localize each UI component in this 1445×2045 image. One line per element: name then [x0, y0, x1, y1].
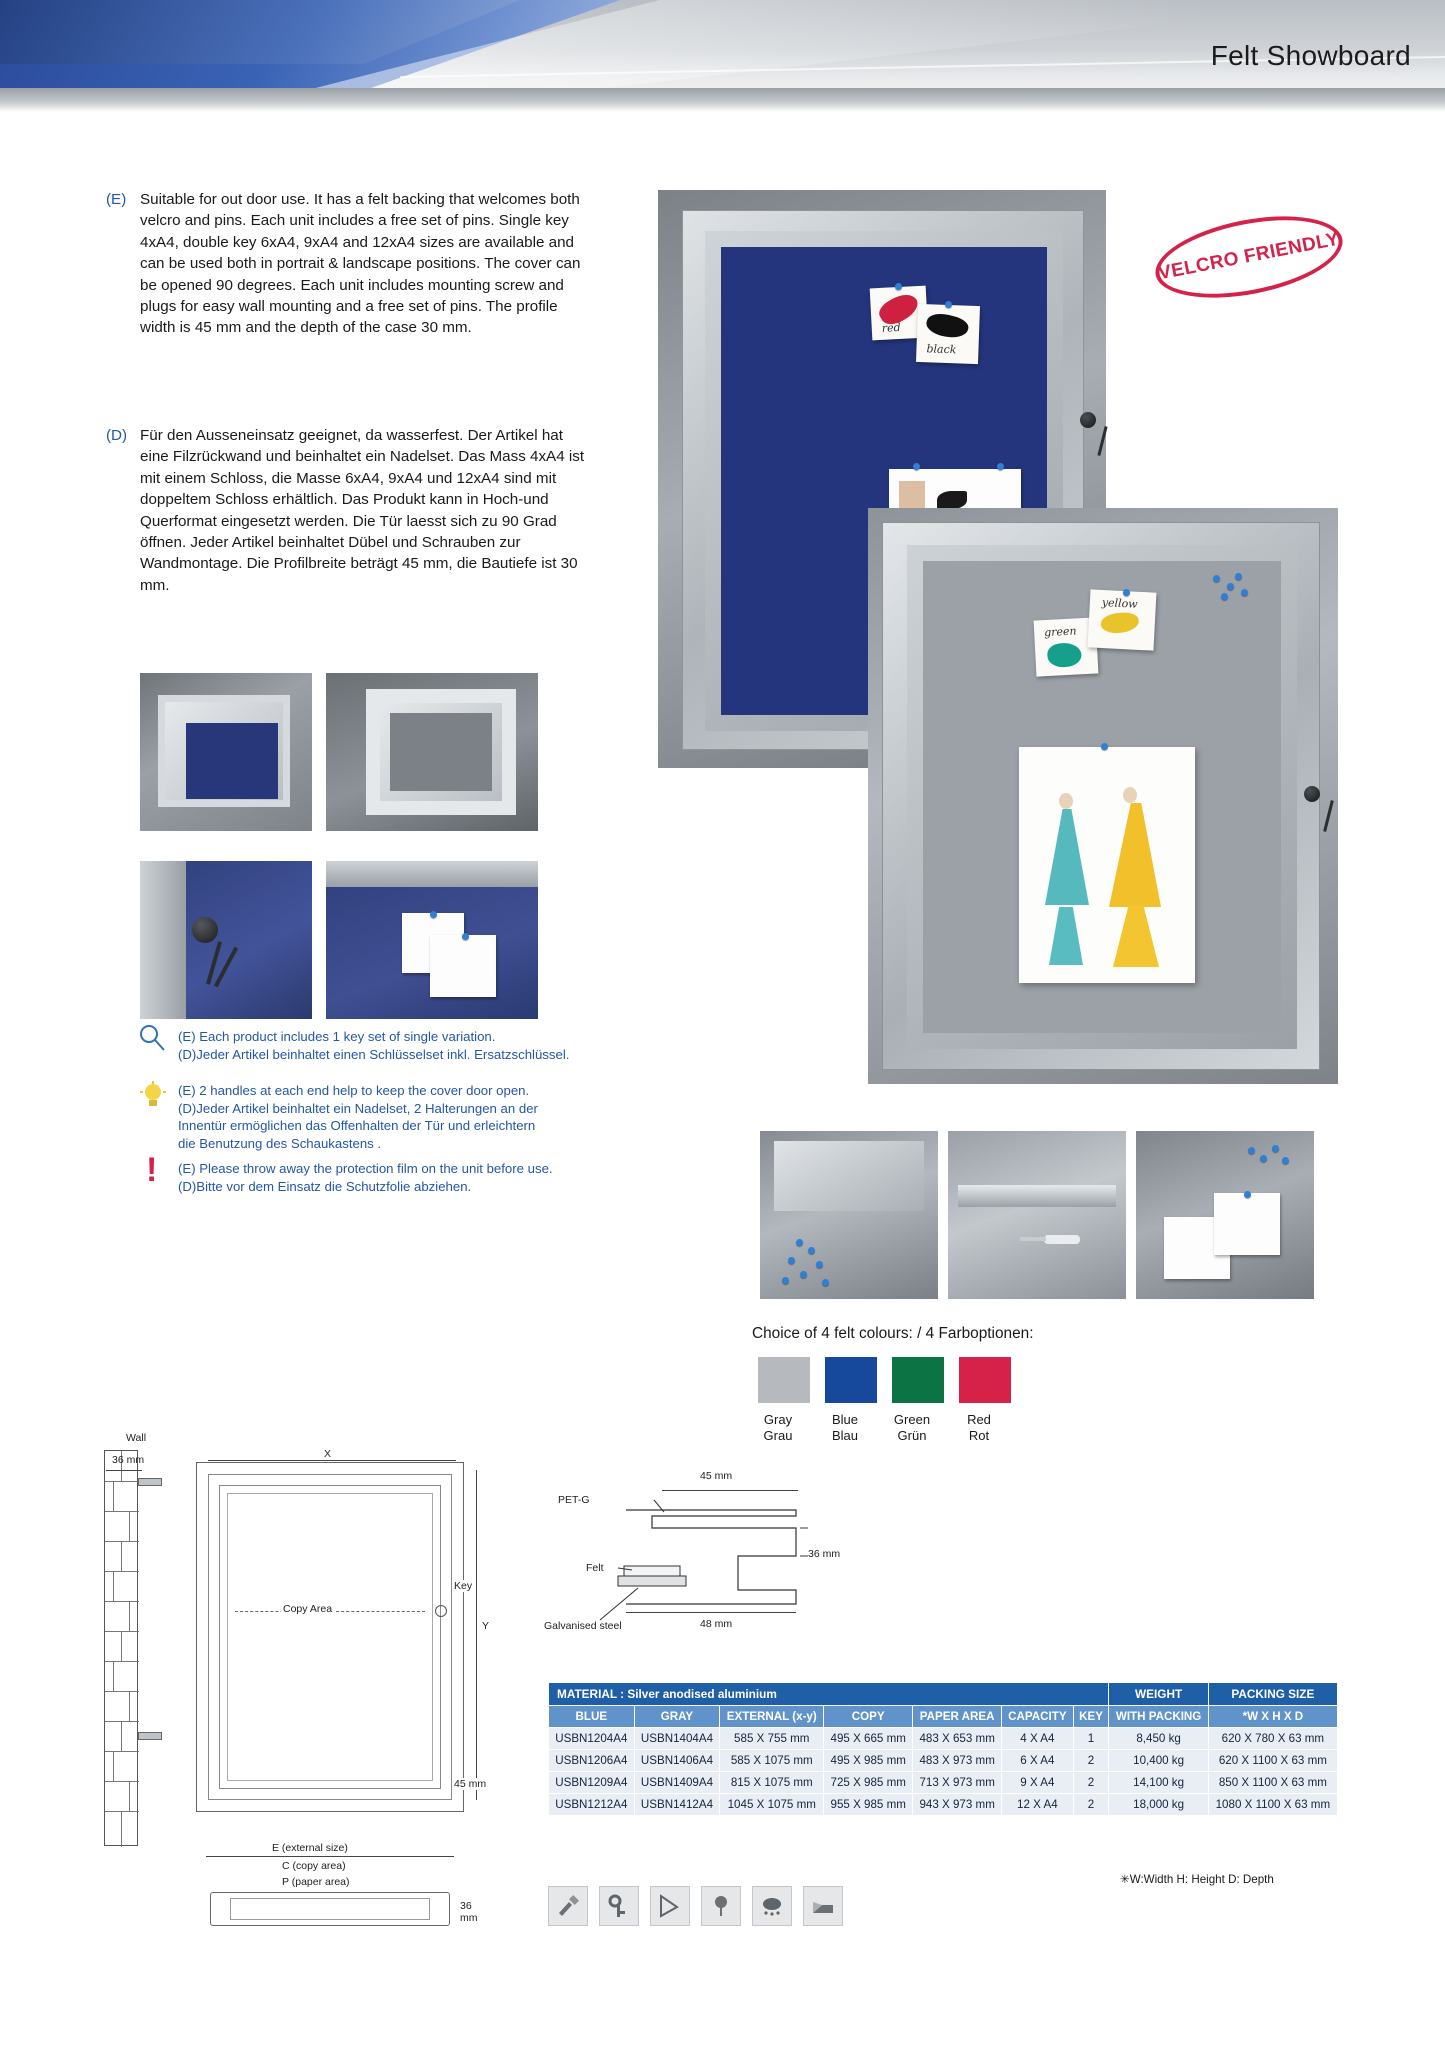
key-shape [1097, 426, 1107, 456]
swatch-green[interactable] [892, 1357, 944, 1403]
y-dimension-label: Y [482, 1620, 490, 1632]
figure-head [1059, 793, 1073, 809]
cell-capacity: 4 X A4 [1002, 1728, 1073, 1750]
blue-felt-area [186, 723, 278, 799]
column-gray: GRAY [634, 1706, 720, 1728]
note-handles [178, 1082, 598, 1152]
cell-copy: 955 X 985 mm [824, 1794, 913, 1816]
pin-icon [1248, 1147, 1255, 1154]
swatch-label-de: Grün [897, 1428, 927, 1443]
screw-icon [548, 1886, 588, 1926]
black-doodle [924, 310, 970, 342]
cell-blue-code: USBN1209A4 [549, 1772, 635, 1794]
bottom-view-drawing [196, 1842, 478, 1936]
table-row [549, 1794, 1338, 1816]
copy-area-label: Copy Area [283, 1603, 333, 1615]
copy-area-label-short: C (copy area) [282, 1860, 346, 1872]
cell-whd: 620 X 780 X 63 mm [1208, 1728, 1337, 1750]
x-dimension-label: X [324, 1448, 332, 1460]
frame-line-4 [227, 1493, 433, 1781]
door-open-angle-icon [650, 1886, 690, 1926]
cell-with-packing: 10,400 kg [1109, 1750, 1208, 1772]
swatch-label-red [953, 1412, 1005, 1444]
pin-icon [822, 1279, 829, 1286]
section-side-dim: 36 mm [808, 1548, 841, 1560]
table-header-row-1 [549, 1683, 1338, 1706]
wall-mount-icon [803, 1886, 843, 1926]
swatch-label-de: Rot [968, 1428, 990, 1443]
column-paper-area: PAPER AREA [913, 1706, 1002, 1728]
lightbulb-icon [140, 1080, 166, 1110]
weight-header: WEIGHT [1109, 1683, 1208, 1706]
note-line: die Benutzung des Schaukastens . [178, 1135, 382, 1151]
swatch-blue[interactable] [825, 1357, 877, 1403]
cell-paper-area: 943 X 973 mm [913, 1794, 1002, 1816]
page-title: Felt Showboard [1210, 40, 1411, 71]
paragraph-language-tag-en: (E) [106, 191, 127, 208]
pin-icon [1213, 575, 1220, 582]
cell-capacity: 6 X A4 [1002, 1750, 1073, 1772]
pin-icon [895, 283, 902, 290]
green-doodle [1047, 642, 1082, 668]
fashion-sketch-sheet [1019, 747, 1195, 983]
specification-table [548, 1682, 1338, 1816]
cell-gray-code: USBN1412A4 [634, 1794, 720, 1816]
paragraph-english-text: Suitable for out door use. It has a felt backing that welcomes both velcro and pins. Each unit includes a free set of pins. Single key 4xA4, double key 6xA4, 9xA4 and 12xA4 sizes are available and can be used both in portrait & landscape positions. The cover can be opened 90 degrees. Each unit includes mounting screw and plugs for easy wall mounting and a free set of pins. The profile width is 45 mm and the depth of the case 30 mm. [140, 191, 581, 337]
colour-swatch-row [758, 1357, 1011, 1403]
wall-label: Wall [126, 1432, 147, 1444]
cell-blue-code: USBN1212A4 [549, 1794, 635, 1816]
section-profile-inner [230, 1898, 430, 1920]
handle-rod-shape [1020, 1237, 1046, 1241]
exclamation-icon: ! [146, 1151, 158, 1189]
profile-section-drawing [544, 1470, 896, 1650]
yellow-dress-shape [1109, 803, 1161, 907]
pin-icon [430, 911, 437, 918]
cell-copy: 495 X 665 mm [824, 1728, 913, 1750]
velcro-friendly-badge [1149, 203, 1350, 312]
wall-thickness-dim: 36 mm [112, 1454, 145, 1466]
photo-lock-detail [140, 861, 312, 1019]
cell-capacity: 9 X A4 [1002, 1772, 1073, 1794]
column-with-packing: WITH PACKING [1109, 1706, 1208, 1728]
note-line: (D)Jeder Artikel beinhaltet ein Nadelset, 2 Halterungen an der [178, 1100, 538, 1116]
section-top-dim: 45 mm [700, 1470, 733, 1482]
note-label-red: red [881, 320, 901, 335]
swatch-label-de: Blau [831, 1428, 859, 1443]
column-key: KEY [1073, 1706, 1109, 1728]
column-capacity: CAPACITY [1002, 1706, 1073, 1728]
wall-anchor-shape [138, 1732, 162, 1740]
frame-corner-shape [774, 1141, 924, 1211]
cell-whd: 620 X 1100 X 63 mm [1208, 1750, 1337, 1772]
pin-icon [808, 1247, 815, 1254]
cell-key: 2 [1073, 1794, 1109, 1816]
cell-external: 585 X 1075 mm [720, 1750, 824, 1772]
weather-resistant-icon [752, 1886, 792, 1926]
note-label-black: black [926, 342, 957, 357]
paragraph-english [106, 189, 590, 339]
external-size-label: E (external size) [272, 1842, 348, 1854]
photo-frame-corner-detail [140, 673, 312, 831]
note-label-green: green [1043, 624, 1077, 640]
pin-icon [945, 301, 952, 308]
table-row [549, 1750, 1338, 1772]
cell-blue-code: USBN1206A4 [549, 1750, 635, 1772]
pin-icon [913, 463, 920, 470]
section-outline-svg [556, 1470, 896, 1650]
frame-edge-shape [140, 861, 186, 1019]
dim-line-y [476, 1470, 477, 1800]
table-footnote: ✳W:Width H: Height D: Depth [1120, 1873, 1274, 1886]
case-frame-outer [882, 522, 1320, 1070]
white-note [430, 935, 496, 997]
cell-copy: 495 X 985 mm [824, 1750, 913, 1772]
frame-top-edge [326, 861, 538, 887]
note-line: (E) 2 handles at each end help to keep the cover door open. [178, 1083, 530, 1098]
sketch-doodle [937, 491, 967, 509]
key-shape [1323, 800, 1334, 832]
gray-felt-panel [923, 561, 1281, 1033]
pin-icon [816, 1261, 823, 1268]
photo-pinned-notes-detail [326, 861, 538, 1019]
cell-copy: 725 X 985 mm [824, 1772, 913, 1794]
pin-icon [1272, 1145, 1279, 1152]
pin-icon [800, 1271, 807, 1278]
paragraph-german-text: Für den Ausseneinsatz geeignet, da wasserfest. Der Artikel hat eine Filzrückwand und beinhaltet ein Nadelset. Das Mass 4xA4 ist mit einem Schloss, die Masse 6xA4, 9xA4 und 12xA4 sind mit doppeltem Schloss erhältlich. Das Produkt kann in Hoch-und Querformat eingesetzt werden. Die Tür laesst sich zu 90 Grad öffnen. Jeder Artikel beinhaltet Dübel und Schrauben zur Wandmontage. Die Profilbreite beträgt 45 mm, die Bautiefe ist 30 mm. [140, 427, 585, 594]
pin-icon [1101, 743, 1108, 750]
swatch-label-en: Gray [763, 1412, 793, 1427]
dim-line [106, 1470, 142, 1471]
case-frame-inner [907, 545, 1297, 1049]
note-protection-film [178, 1160, 598, 1195]
yellow-doodle [1100, 611, 1140, 634]
cell-whd: 1080 X 1100 X 63 mm [1208, 1794, 1337, 1816]
wall-section-drawing [98, 1432, 168, 1852]
pin-icon [1282, 1157, 1289, 1164]
cell-with-packing: 18,000 kg [1109, 1794, 1208, 1816]
cell-external: 585 X 755 mm [720, 1728, 824, 1750]
petg-label: PET-G [558, 1494, 590, 1506]
pin-icon [1260, 1155, 1267, 1162]
pin-icon [701, 1886, 741, 1926]
key-label: Key [454, 1580, 473, 1592]
dim-line [206, 1856, 454, 1857]
teal-dress-shape [1045, 809, 1089, 905]
yellow-dress-skirt [1113, 905, 1159, 967]
felt-label: Felt [586, 1562, 604, 1574]
cell-gray-code: USBN1404A4 [634, 1728, 720, 1750]
paragraph-german [106, 425, 590, 596]
note-line: (E) Please throw away the protection film on the unit before use. [178, 1161, 553, 1176]
magnifier-icon [138, 1023, 166, 1051]
pin-icon [1123, 589, 1130, 596]
paragraph-language-tag-de: (D) [106, 427, 128, 444]
pin-icon [1235, 573, 1242, 580]
cell-with-packing: 8,450 kg [1109, 1728, 1208, 1750]
swatch-label-en: Green [893, 1412, 931, 1427]
photo-pins-detail [760, 1131, 938, 1299]
swatch-label-blue [819, 1412, 871, 1444]
pin-icon [1244, 1191, 1251, 1198]
cell-gray-code: USBN1409A4 [634, 1772, 720, 1794]
note-label-yellow: yellow [1101, 595, 1138, 611]
table-header-row-2 [549, 1706, 1338, 1728]
cell-blue-code: USBN1204A4 [549, 1728, 635, 1750]
section-bottom-dim: 48 mm [700, 1618, 733, 1630]
cell-paper-area: 483 X 973 mm [913, 1750, 1002, 1772]
column-whd: *W X H X D [1208, 1706, 1337, 1728]
swatch-label-en: Red [967, 1412, 991, 1427]
material-header: MATERIAL : Silver anodised aluminium [549, 1683, 1109, 1706]
pin-icon [788, 1257, 795, 1264]
note-line: (D)Bitte vor dem Einsatz die Schutzfolie abziehen. [178, 1178, 472, 1194]
swatch-label-de: Grau [763, 1428, 793, 1443]
handle-clip-shape [1044, 1235, 1080, 1244]
cell-paper-area: 713 X 973 mm [913, 1772, 1002, 1794]
cell-with-packing: 14,100 kg [1109, 1772, 1208, 1794]
pin-icon [1241, 589, 1248, 596]
swatch-label-en: Blue [831, 1412, 859, 1427]
cell-capacity: 12 X A4 [1002, 1794, 1073, 1816]
lock-symbol [435, 1605, 447, 1617]
photo-frame-profile-detail [326, 673, 538, 831]
pin-icon [782, 1277, 789, 1284]
note-yellow [1088, 589, 1157, 650]
column-external: EXTERNAL (x-y) [720, 1706, 824, 1728]
teal-dress-skirt [1049, 907, 1083, 965]
feature-icon-row [548, 1886, 843, 1926]
photo-pinned-notes-thumb [1136, 1131, 1314, 1299]
profile-dimension-label: 45 mm [454, 1778, 487, 1790]
front-view-drawing [196, 1462, 464, 1812]
swatch-red[interactable] [959, 1357, 1011, 1403]
cell-key: 2 [1073, 1750, 1109, 1772]
column-blue: BLUE [549, 1706, 635, 1728]
lock-icon [192, 917, 218, 943]
galvanised-steel-label: Galvanised steel [544, 1620, 622, 1632]
frame-inner-shadow [390, 713, 492, 791]
table-row [549, 1772, 1338, 1794]
packing-size-header: PACKING SIZE [1208, 1683, 1337, 1706]
cell-gray-code: USBN1406A4 [634, 1750, 720, 1772]
lock-icon [1304, 786, 1320, 802]
table-row [549, 1728, 1338, 1750]
page-header [0, 0, 1445, 112]
white-note [1214, 1193, 1280, 1255]
cell-key: 1 [1073, 1728, 1109, 1750]
note-line: Innentür ermöglichen das Offenhalten der Tür und erleichtern [178, 1118, 536, 1134]
column-copy: COPY [824, 1706, 913, 1728]
colour-label-row [752, 1412, 1005, 1444]
photo-gray-felt-showboard [868, 508, 1338, 1084]
swatch-gray[interactable] [758, 1357, 810, 1403]
wall-anchor-shape [138, 1478, 162, 1486]
colour-choice-title: Choice of 4 felt colours: / 4 Farboptionen: [752, 1325, 1034, 1342]
cell-external: 1045 X 1075 mm [720, 1794, 824, 1816]
note-keys [178, 1028, 598, 1063]
bottom-depth-label: 36 mm [460, 1900, 478, 1924]
lock-icon [1080, 412, 1096, 428]
cell-paper-area: 483 X 653 mm [913, 1728, 1002, 1750]
pin-icon [997, 463, 1004, 470]
cell-key: 2 [1073, 1772, 1109, 1794]
note-line: (D)Jeder Artikel beinhaltet einen Schlüsselset inkl. Ersatzschlüssel. [178, 1046, 570, 1062]
cell-external: 815 X 1075 mm [720, 1772, 824, 1794]
photo-handle-detail [948, 1131, 1126, 1299]
badge-label: VELCRO FRIENDLY [1156, 228, 1342, 285]
swatch-label-gray [752, 1412, 804, 1444]
note-black [916, 304, 980, 364]
paper-area-label-short: P (paper area) [282, 1876, 350, 1888]
figure-head [1123, 787, 1137, 803]
pin-icon [1227, 583, 1234, 590]
key-icon [599, 1886, 639, 1926]
header-bottom-shade [0, 88, 1445, 112]
pin-icon [462, 933, 469, 940]
brick-wall-shape [104, 1450, 138, 1846]
dim-line-x [208, 1460, 456, 1461]
pin-icon [796, 1239, 803, 1246]
note-line: (E) Each product includes 1 key set of single variation. [178, 1029, 496, 1044]
handle-bar-shape [958, 1185, 1116, 1207]
cell-whd: 850 X 1100 X 63 mm [1208, 1772, 1337, 1794]
pin-icon [1221, 593, 1228, 600]
swatch-label-green [886, 1412, 938, 1444]
